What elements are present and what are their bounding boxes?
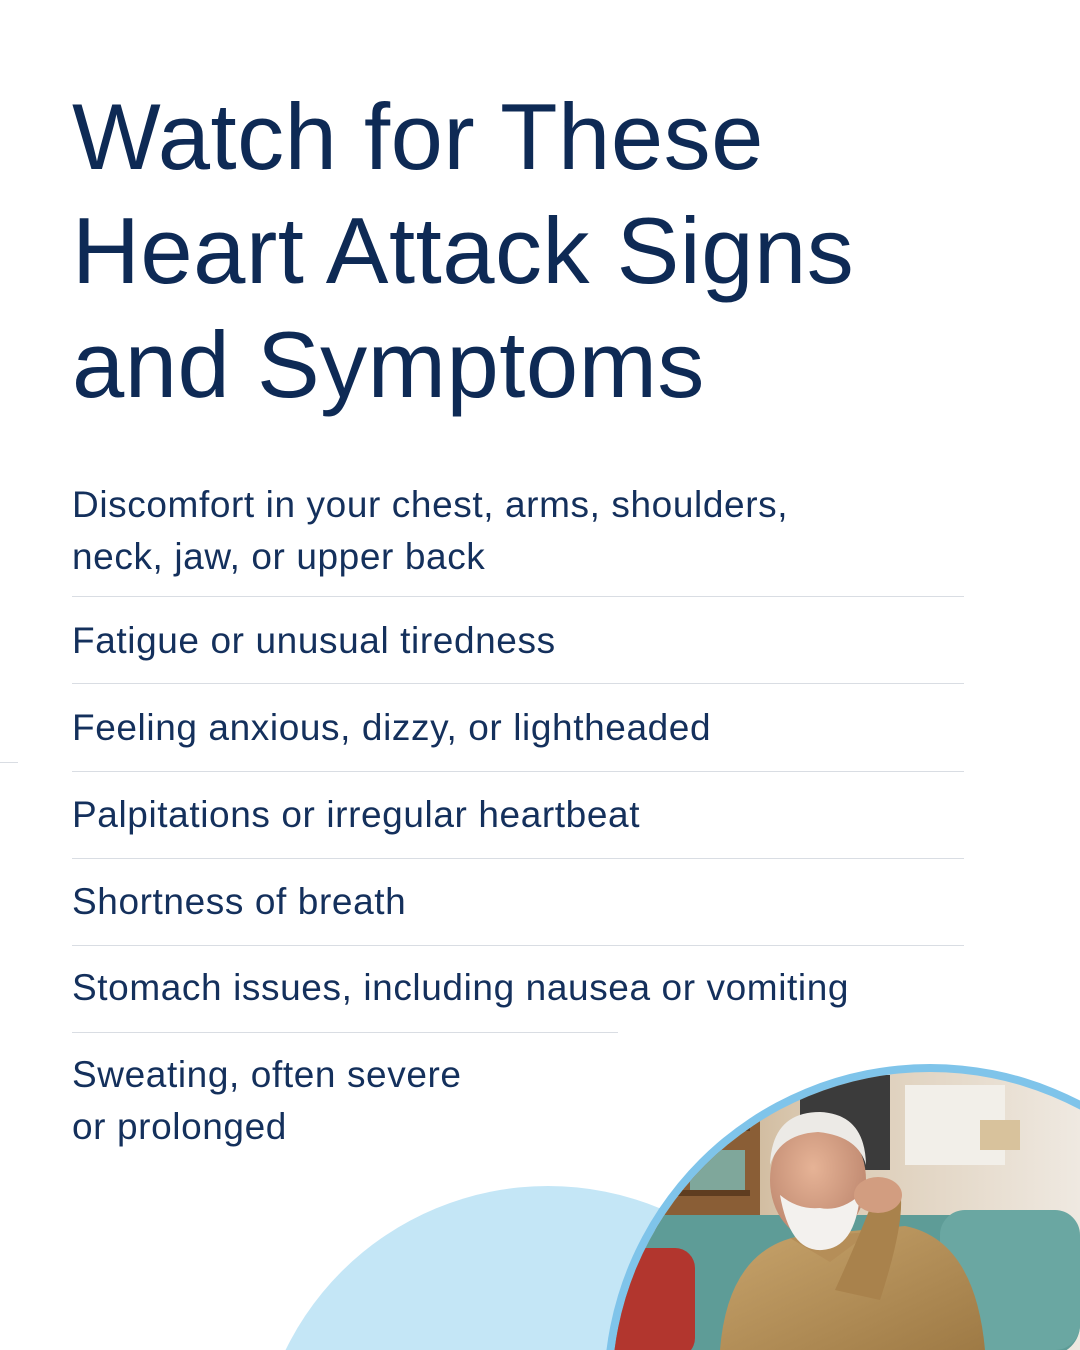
symptom-item-breath [72,859,964,945]
symptom-text-line: Fatigue or unusual tiredness [72,620,556,661]
symptom-list [72,475,964,1153]
symptom-text-line: Palpitations or irregular heartbeat [72,794,641,835]
left-edge-tick [0,762,18,763]
symptom-text-line: Shortness of breath [72,881,407,922]
symptom-item-stomach [72,946,964,1032]
light-blue-circle [256,1186,840,1350]
symptom-text-line: neck, jaw, or upper back [72,536,486,577]
title-line-2: Heart Attack Signs [72,198,855,303]
symptom-item-discomfort [72,475,964,596]
symptom-text-line: Discomfort in your chest, arms, shoulders, [72,484,789,525]
symptom-text-line: Feeling anxious, dizzy, or lightheaded [72,707,712,748]
symptom-item-fatigue [72,597,964,683]
symptom-text-line: or prolonged [72,1106,287,1147]
title-line-1: Watch for These [72,84,764,189]
symptom-text-line: Stomach issues, including nausea or vomiting [72,967,850,1008]
symptom-item-anxious [72,684,964,771]
symptom-item-sweating [72,1033,964,1153]
symptom-item-palpitations [72,772,964,858]
symptom-text-line: Sweating, often severe [72,1054,462,1095]
page-title [72,80,1012,422]
title-line-3: and Symptoms [72,312,705,417]
